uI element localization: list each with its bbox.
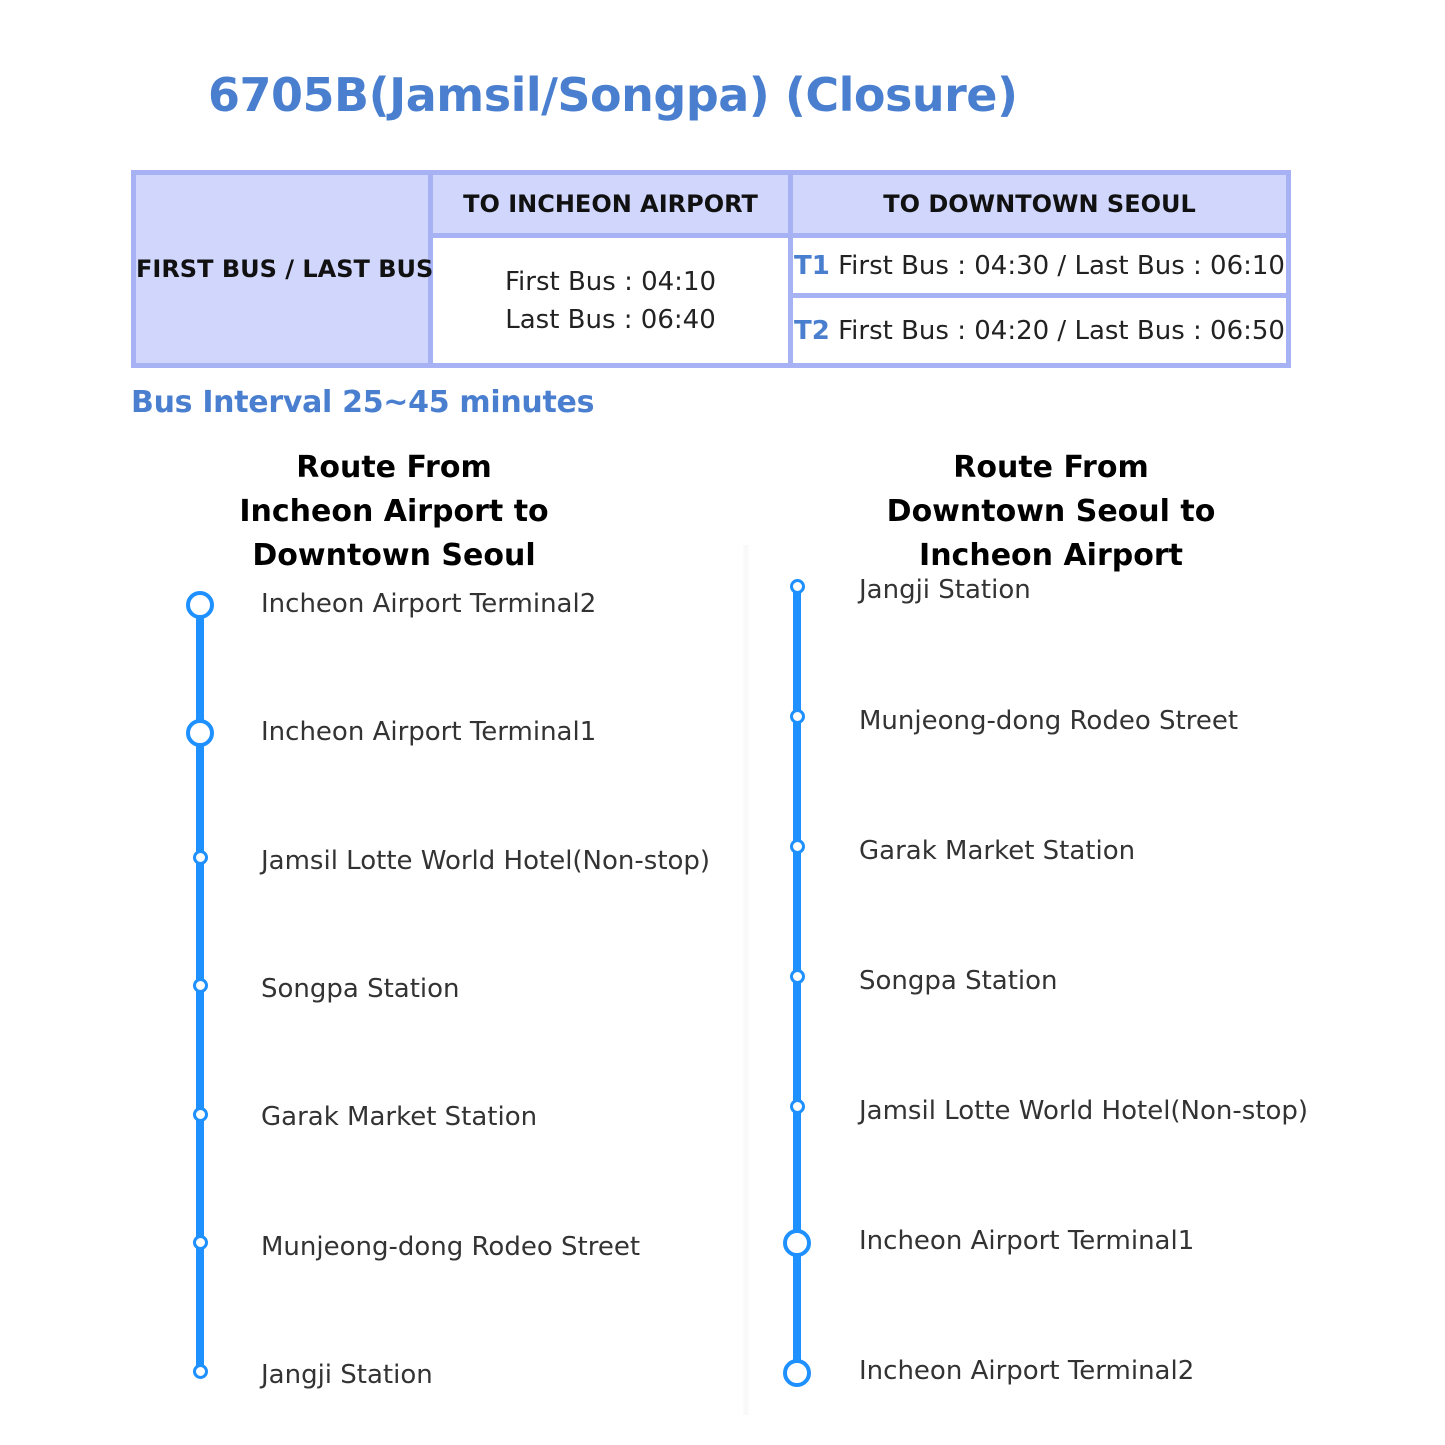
right-heading-line: Incheon Airport xyxy=(919,538,1183,573)
t2-label: T2 xyxy=(794,315,830,346)
stop-node-icon xyxy=(193,978,208,993)
stop-node-icon xyxy=(790,1099,805,1114)
stop-node-icon xyxy=(783,1229,811,1257)
t2-times-cell xyxy=(791,296,1289,366)
stop-node-icon xyxy=(790,579,805,594)
stop-label: Incheon Airport Terminal1 xyxy=(859,1226,1195,1256)
stop-label: Jangji Station xyxy=(859,575,1031,605)
bus-interval-text: Bus Interval 25~45 minutes xyxy=(131,385,595,420)
airport-first-bus: First Bus : 04:10 xyxy=(504,266,717,297)
stop-label: Garak Market Station xyxy=(261,1102,538,1132)
to-downtown-seoul-header xyxy=(791,173,1289,236)
stop-label: Incheon Airport Terminal1 xyxy=(261,717,597,747)
t1-times: First Bus : 04:30 / Last Bus : 06:10 xyxy=(838,250,1285,281)
stop-node-icon xyxy=(783,1359,811,1387)
schedule-table xyxy=(131,170,1291,368)
to-incheon-airport-header xyxy=(431,173,791,236)
stop-label: Munjeong-dong Rodeo Street xyxy=(261,1232,641,1262)
right-route-heading xyxy=(791,446,1311,578)
stop-label: Jamsil Lotte World Hotel(Non-stop) xyxy=(261,846,711,876)
t1-times-cell xyxy=(791,236,1289,296)
stop-label: Munjeong-dong Rodeo Street xyxy=(859,706,1239,736)
to-incheon-airport-label: TO INCHEON AIRPORT xyxy=(463,190,758,218)
stop-label: Jamsil Lotte World Hotel(Non-stop) xyxy=(859,1096,1309,1126)
right-heading-line: Route From xyxy=(953,450,1149,485)
stop-node-icon xyxy=(193,1235,208,1250)
left-heading-line: Downtown Seoul xyxy=(252,538,536,573)
airport-last-bus: Last Bus : 06:40 xyxy=(505,304,716,335)
stop-label: Incheon Airport Terminal2 xyxy=(261,589,597,619)
to-downtown-seoul-label: TO DOWNTOWN SEOUL xyxy=(883,190,1196,218)
first-last-bus-label: FIRST BUS / LAST BUS xyxy=(136,255,434,283)
left-route-heading xyxy=(134,446,654,578)
left-heading-line: Route From xyxy=(296,450,492,485)
stop-label: Jangji Station xyxy=(261,1360,433,1390)
stop-node-icon xyxy=(790,969,805,984)
page-title: 6705B(Jamsil/Songpa) (Closure) xyxy=(208,68,1018,122)
first-last-bus-header xyxy=(134,173,434,366)
stop-node-icon xyxy=(186,719,214,747)
stop-label: Incheon Airport Terminal2 xyxy=(859,1356,1195,1386)
stop-node-icon xyxy=(790,709,805,724)
airport-times-cell xyxy=(431,236,791,366)
stop-node-icon xyxy=(186,591,214,619)
stop-node-icon xyxy=(193,1364,208,1379)
t2-times: First Bus : 04:20 / Last Bus : 06:50 xyxy=(838,315,1285,346)
stop-node-icon xyxy=(790,839,805,854)
stop-label: Songpa Station xyxy=(261,974,460,1004)
right-heading-line: Downtown Seoul to xyxy=(886,494,1216,529)
left-heading-line: Incheon Airport to xyxy=(239,494,549,529)
stop-node-icon xyxy=(193,1107,208,1122)
stop-node-icon xyxy=(193,850,208,865)
t1-label: T1 xyxy=(794,250,830,281)
stop-label: Garak Market Station xyxy=(859,836,1136,866)
column-divider xyxy=(742,545,750,1415)
stop-label: Songpa Station xyxy=(859,966,1058,996)
